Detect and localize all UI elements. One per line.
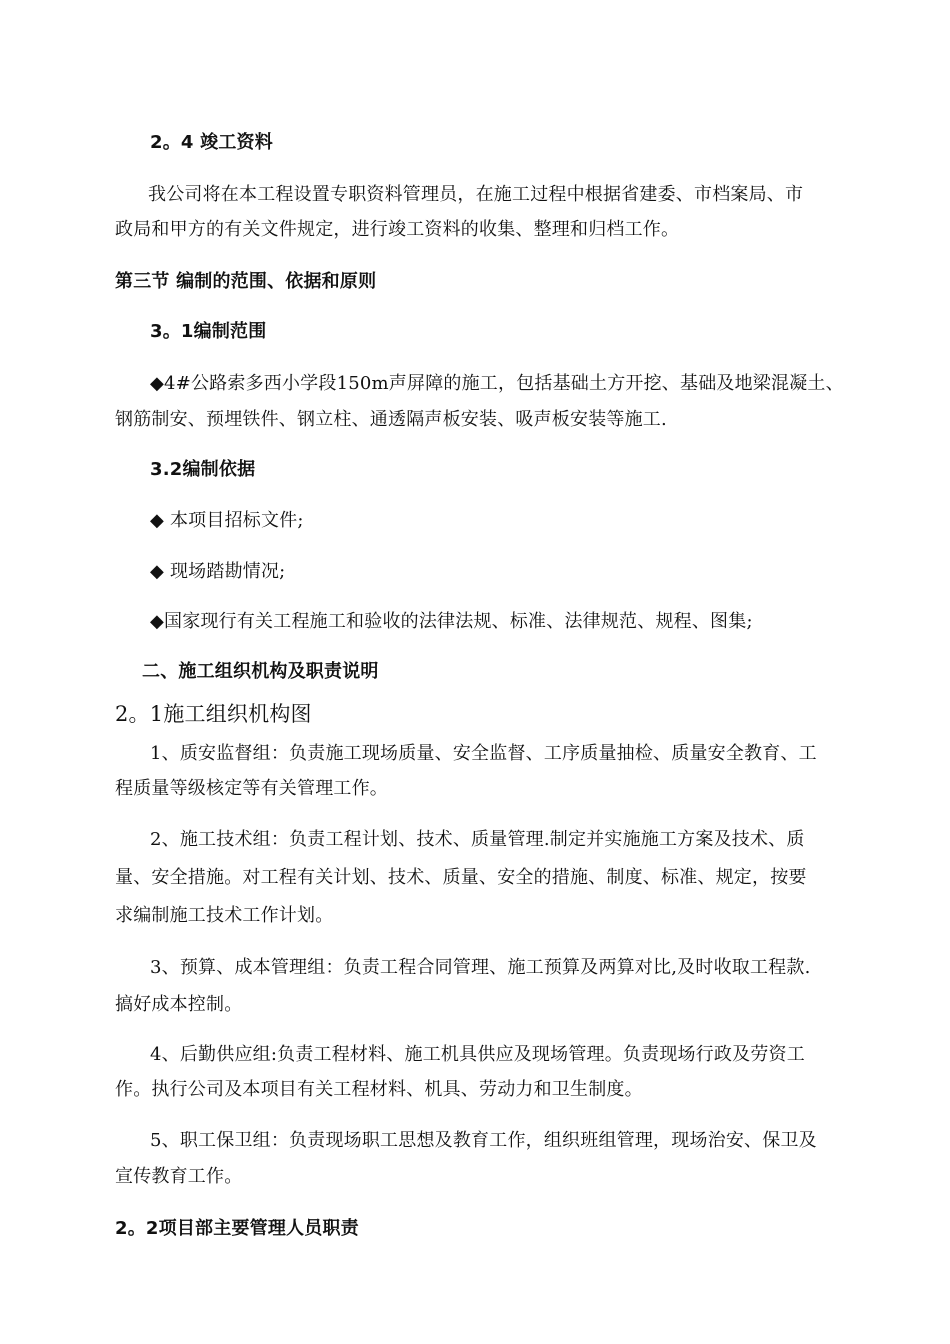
section-2-2-heading: 2。2项目部主要管理人员职责 [115,1218,359,1239]
org-item-4-line-2: 作。执行公司及本项目有关工程材料、机具、劳动力和卫生制度。 [115,1079,643,1100]
scope-paragraph-line-1: ◆4#公路索多西小学段150m声屏障的施工，包括基础土方开挖、基础及地梁混凝土、 [150,373,844,394]
scope-paragraph-line-2: 钢筋制安、预埋铁件、钢立柱、通透隔声板安装、吸声板安装等施工. [115,409,667,430]
section-3-2-heading: 3.2编制依据 [150,459,256,480]
section-2-1-heading: 2。1施工组织机构图 [115,702,312,726]
org-item-1-line-1: 1、质安监督组：负责施工现场质量、安全监督、工序质量抽检、质量安全教育、工 [150,743,817,764]
org-item-2-line-2: 量、安全措施。对工程有关计划、技术、质量、安全的措施、制度、标准、规定，按要 [115,867,807,888]
section-3-heading: 第三节 编制的范围、依据和原则 [115,271,377,292]
chapter-two-heading: 二、施工组织机构及职责说明 [142,661,379,682]
basis-list-item: ◆国家现行有关工程施工和验收的法律法规、标准、法律规范、规程、图集; [150,611,753,632]
section-2-4-paragraph-line-2: 政局和甲方的有关文件规定，进行竣工资料的收集、整理和归档工作。 [115,219,680,240]
org-item-3-line-1: 3、预算、成本管理组：负责工程合同管理、施工预算及两算对比,及时收取工程款. [150,957,811,978]
org-item-1-line-2: 程质量等级核定等有关管理工作。 [115,778,388,799]
org-item-4-line-1: 4、后勤供应组:负责工程材料、施工机具供应及现场管理。负责现场行政及劳资工 [150,1044,805,1065]
org-item-2-line-1: 2、施工技术组：负责工程计划、技术、质量管理.制定并实施施工方案及技术、质 [150,829,805,850]
org-item-5-line-2: 宣传教育工作。 [115,1166,243,1187]
org-item-3-line-2: 搞好成本控制。 [115,994,243,1015]
section-2-4-heading: 2。4 竣工资料 [150,132,273,153]
org-item-5-line-1: 5、职工保卫组：负责现场职工思想及教育工作，组织班组管理，现场治安、保卫及 [150,1130,817,1151]
basis-list-item: ◆ 本项目招标文件; [150,510,304,531]
section-3-1-heading: 3。1编制范围 [150,321,267,342]
section-2-4-paragraph-line-1: 我公司将在本工程设置专职资料管理员，在施工过程中根据省建委、市档案局、市 [148,184,804,205]
basis-list-item: ◆ 现场踏勘情况; [150,561,286,582]
org-item-2-line-3: 求编制施工技术工作计划。 [115,905,334,926]
